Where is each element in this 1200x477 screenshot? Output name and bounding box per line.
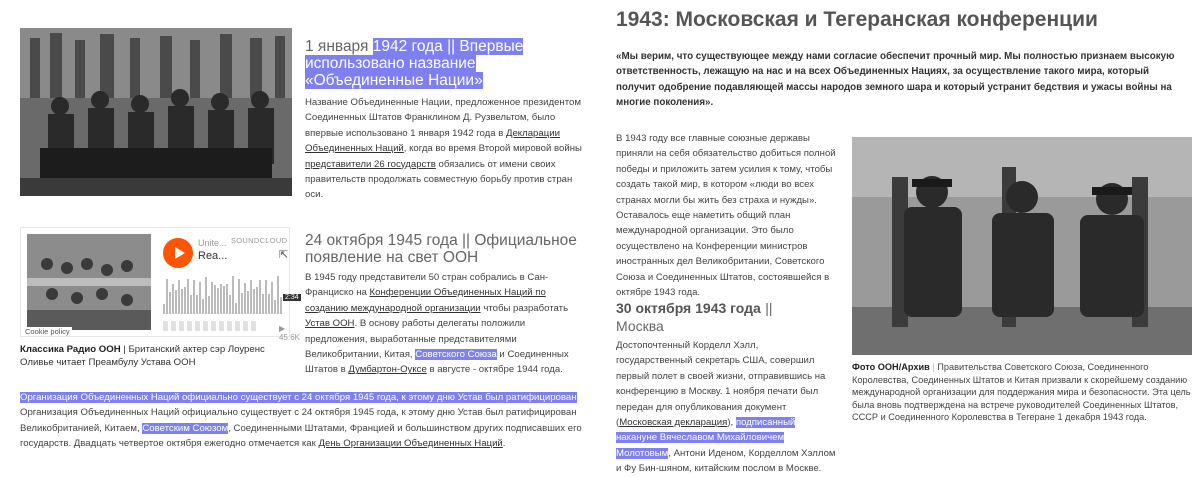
un-official-highlight: Организация Объединенных Наций официально существует с 24 октября 1945 года, к этому дню Устав был ратифицирован [20,392,577,403]
likes-bar-segment [195,321,200,331]
waveform-bar [265,280,267,314]
waveform-bar [268,294,270,314]
photo-declaration-signing [20,28,292,196]
player-likes-bar [163,321,258,331]
waveform-bar [187,279,189,314]
article-1942-body [305,95,585,203]
likes-bar-segment [211,321,216,331]
waveform-bar [250,280,252,314]
article-1945-text-3: . В основу работы делегаты положили предложения, выработанные представителями Великобритании, Китая, [305,318,526,361]
player-time: 2:34 [285,294,299,301]
radio-caption-text: | Британский актер сэр Лоуренс Оливье читает Преамбулу Устава ООН [20,344,265,368]
waveform-bar [253,289,255,314]
waveform-bar [169,292,171,314]
article-1942-title [305,38,585,89]
soundcloud-brand[interactable]: SOUNDCLOUD [231,236,288,245]
waveform-bar [190,295,192,314]
moscow-place: Москва [616,318,664,334]
waveform-bar [241,293,243,314]
conferences-heading: 1943: Московская и Тегеранская конференции [616,8,1098,31]
waveform-bar [274,300,276,314]
un-official-text-2: , Соединенными Штатами, Францией и большинством других подписавших его государств. Двадцать четвертое октября ежегодно отмечается как [20,422,582,450]
moscow-text [616,338,836,477]
moscow-text-1: Достопочтенный Корделл Хэлл, государственный секретарь США, совершил первый полет в своей жизни, отправившись на конференцию в Москву. 1 ноября печати был передан для опубликования документ ( [616,340,826,429]
waveform-bar [199,282,201,314]
article-1945-body [305,270,590,378]
tehran-caption-bold: Фото ООН/Архив [852,362,930,372]
left-panel [0,0,600,475]
right-panel [600,0,1200,475]
waveform-bar [208,296,210,314]
waveform-bar [262,294,264,314]
play-button[interactable] [163,238,193,268]
share-icon[interactable]: ⇱ [279,249,289,261]
waveform-bar [247,291,249,314]
tehran-caption-text: Правительства Советского Союза, Соединенного Королевства, Соединенных Штатов и Китая призвали к скорейшему созданию международной организации для поддержания мира и безопасности. Эта цель была вновь подтверждена на встрече руководителей Соединенных Штатов, СССР и Соединенного Королевства в Тегеране 1 декабря 1943 года. [852,362,1191,423]
conference-link[interactable]: Конференции Объединенных Наций по созданию международной организации [305,287,546,314]
waveform-bar [235,303,237,314]
conferences-text: В 1943 году все главные союзные державы приняли на себя обязательство добиться полной победы и приложить затем усилия к тому, чтобы создать такой мир, в котором «люди во всех странах могли бы жить без страха и нужды». Оставалось еще наметить общий план международной организации. Это было осуществлено на Конференции министров иностранных дел Великобритании, Советского Союза и Соединенных Штатов, состоявшейся в октябре 1943 года. [616,133,836,299]
conferences-quote: «Мы верим, что существующее между нами согласие обеспечит прочный мир. Мы полностью признаем высокую ответственность, лежащую на нас и на всех Объединенных Нациях, за осуществление такого мира, который получит одобрение подавляющей массы народов земного шара и который устранит бедствия и ужасы войны на многие поколения». [616,51,1175,109]
moscow-text-3: , Антони Иденом, Корделлом Хэллом и Фу Бин-шяном, китайским послом в Москве. [616,447,836,475]
article-1945-title: 24 октября 1945 года || Официальное появление на свет ООН [305,232,577,266]
player-thumbnail [27,234,151,330]
waveform-bar [214,285,216,314]
moscow-subheading [616,300,836,336]
ussr-highlight-2: Советским Союзом [142,422,229,434]
waveform-bar [205,277,207,314]
moscow-sep: || [765,300,773,316]
waveform-bar [184,287,186,314]
tehran-caption-sep: | [932,362,935,372]
tehran-caption [852,361,1192,424]
waveform-bar [256,287,258,314]
waveform-bar [244,283,246,314]
waveform-bar [271,282,273,314]
likes-bar-segment [251,321,256,331]
waveform-bar [181,289,183,314]
article-1942-text-3: обязались от имени своих правительств продолжать совместную борьбу против стран оси. [305,158,573,201]
waveform-bar [166,279,168,314]
likes-bar-segment [243,321,248,331]
un-day-link[interactable]: День Организации Объединенных Наций [318,438,503,450]
un-official-text-3: . [502,438,506,450]
player-waveform[interactable] [163,274,287,314]
likes-bar-segment [203,321,208,331]
charter-link[interactable]: Устав ООН [305,318,355,330]
likes-bar-segment [227,321,232,331]
waveform-bar [178,280,180,314]
article-1945-text-2: чтобы разработать [480,302,569,314]
soundcloud-player[interactable] [20,227,300,342]
waveform-bar [280,297,282,314]
play-count-value: 45.6K [279,333,300,342]
waveform-bar [232,276,234,314]
waveform-bar [229,295,231,314]
waveform-bar [259,280,261,314]
waveform-bar [238,279,240,314]
article-1945-text-5: в августе - октябре 1944 года. [426,364,563,376]
likes-bar-segment [219,321,224,331]
cookie-policy-link[interactable]: Cookie policy [25,327,70,336]
player-track[interactable]: Rea... [198,250,228,262]
waveform-bar [202,299,204,314]
declaration-link[interactable]: Декларации Объединенных Наций [305,127,560,155]
waveform-bar [223,286,225,314]
waveform-bar [211,282,213,314]
likes-bar-segment [171,321,176,331]
moscow-text-2: ), [727,417,736,429]
article-1942-date: 1 января [305,38,369,55]
photo-declaration-signing-image [20,28,292,196]
waveform-bar [217,288,219,314]
photo-tehran-leaders [852,137,1192,355]
waveform-bar [277,276,279,314]
waveform-bar [172,284,174,314]
player-thumbnail-image [27,234,151,330]
likes-bar-segment [163,321,168,331]
ussr-highlight: Советского Союза [415,349,497,361]
likes-bar-segment [187,321,192,331]
radio-caption-bold: Классика Радио ООН [20,344,121,355]
representatives-link[interactable]: представители 26 государств [305,158,436,170]
waveform-bar [196,295,198,314]
likes-bar-segment [179,321,184,331]
moscow-date: 30 октября 1943 года [616,300,761,316]
likes-bar-segment [235,321,240,331]
article-1942-text-1: Название Объединенные Нации, предложенное президентом Соединенных Штатов Франклином Д. Рузвельтом, было впервые использовано 1 января 1942 года в [305,97,581,139]
article-1945-text-1: В 1945 году представители 50 стран собрались в Сан-Франциско на [305,272,549,299]
radio-caption [20,343,292,369]
waveform-bar [175,290,177,314]
dumbarton-link[interactable]: Думбартон-Оуксе [348,364,427,376]
waveform-bar [226,284,228,314]
un-official-paragraph [20,390,585,452]
moscow-declaration-link[interactable]: Московская декларация [619,417,728,429]
un-official-text-1: Организация Объединенных Наций официально существует с 24 октября 1945 года, к этому дню Устав был ратифицирован Великобританией, Китаем, [20,407,577,434]
article-1942-title-highlight: 1942 года || Впервые использовано название «Объединенные Нации» [305,38,524,89]
waveform-bar [220,284,222,314]
photo-tehran-leaders-image [852,137,1192,355]
player-title[interactable]: Unite... [198,238,227,248]
waveform-bar [193,280,195,314]
waveform-bar [163,304,165,314]
play-count: ▶ 45.6K [279,324,300,342]
article-1945-text-4: и Соединенных Штатов в [305,349,569,376]
article-1942-text-2: , когда во время Второй мировой войны [403,143,582,155]
molotov-highlight: подписанный накануне Вячеславом Михайловичем Молотовым [616,417,796,459]
